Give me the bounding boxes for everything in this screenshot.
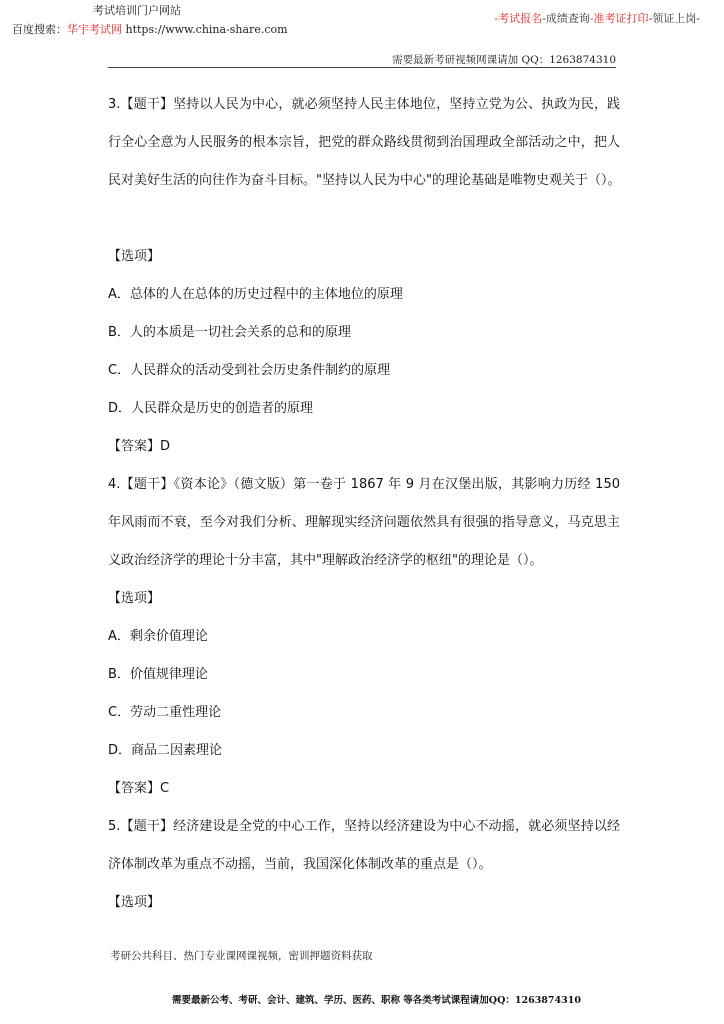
option-a: A．总体的人在总体的历史过程中的主体地位的原理 <box>108 287 403 302</box>
document-body <box>108 86 620 922</box>
question-stem-line: 5.【题干】经济建设是全党的中心工作，坚持以经济建设为中心不动摇，就必须坚持以经 <box>108 819 620 834</box>
option-c: C．劳动二重性理论 <box>108 705 222 720</box>
footer-note: 考研公共科目、热门专业课网课视频，密训押题资料获取 <box>110 950 373 962</box>
baidu-search-label: 百度搜索： <box>12 23 67 36</box>
header-nav-links <box>494 10 700 26</box>
answer: 【答案】C <box>108 781 170 796</box>
exam-registration-link[interactable]: -考试报名 <box>494 12 543 25</box>
site-url-link[interactable]: https://www.china-share.com <box>125 23 288 36</box>
option-a: A．剩余价值理论 <box>108 629 208 644</box>
options-label: 【选项】 <box>108 591 161 606</box>
question-stem-line: 民对美好生活的向往作为奋斗目标。"坚持以人民为中心"的理论基础是唯物史观关于（）。 <box>108 173 620 188</box>
portal-title: 考试培训门户网站 <box>93 4 181 17</box>
question-3 <box>108 86 620 466</box>
question-stem-line: 义政治经济学的理论十分丰富，其中"理解政治经济学的枢纽"的理论是（）。 <box>108 553 543 568</box>
header-divider <box>108 67 616 68</box>
option-d: D．人民群众是历史的创造者的原理 <box>108 401 314 416</box>
question-stem-line: 行全心全意为人民服务的根本宗旨，把党的群众路线贯彻到治国理政全部活动之中，把人 <box>108 135 620 150</box>
option-c: C．人民群众的活动受到社会历史条件制约的原理 <box>108 363 391 378</box>
baidu-keyword-link[interactable]: 华宇考试网 <box>67 23 122 36</box>
option-b: B．价值规律理论 <box>108 667 208 682</box>
question-stem-line: 4.【题干】《资本论》（德文版）第一卷于 1867 年 9 月在汉堡出版，其影响力历经 150 <box>108 477 620 492</box>
option-b: B．人的本质是一切社会关系的总和的原理 <box>108 325 351 340</box>
answer: 【答案】D <box>108 439 171 454</box>
question-stem-line: 济体制改革为重点不动摇，当前，我国深化体制改革的重点是（）。 <box>108 857 492 872</box>
certificate-link[interactable]: -领证上岗- <box>648 12 700 25</box>
question-5 <box>108 808 620 922</box>
option-d: D．商品二因素理论 <box>108 743 223 758</box>
qq-notice: 需要最新考研视频网课请加 QQ：1263874310 <box>392 54 616 66</box>
question-stem-line: 3.【题干】坚持以人民为中心，就必须坚持人民主体地位，坚持立党为公、执政为民，践 <box>108 97 620 112</box>
options-label: 【选项】 <box>108 895 161 910</box>
options-label: 【选项】 <box>108 249 161 264</box>
question-stem-line: 年风雨而不衰，至今对我们分析、理解现实经济问题依然具有很强的指导意义，马克思主 <box>108 515 620 530</box>
question-4 <box>108 466 620 808</box>
admission-ticket-link[interactable]: -准考证打印 <box>589 12 649 25</box>
footer-contact: 需要最新公考、考研、会计、建筑、学历、医药、职称 等各类考试课程请加QQ：1263874310 <box>172 995 581 1006</box>
baidu-search-line <box>12 21 288 37</box>
score-query-link[interactable]: -成绩查询 <box>542 12 590 25</box>
spacer <box>108 200 620 238</box>
